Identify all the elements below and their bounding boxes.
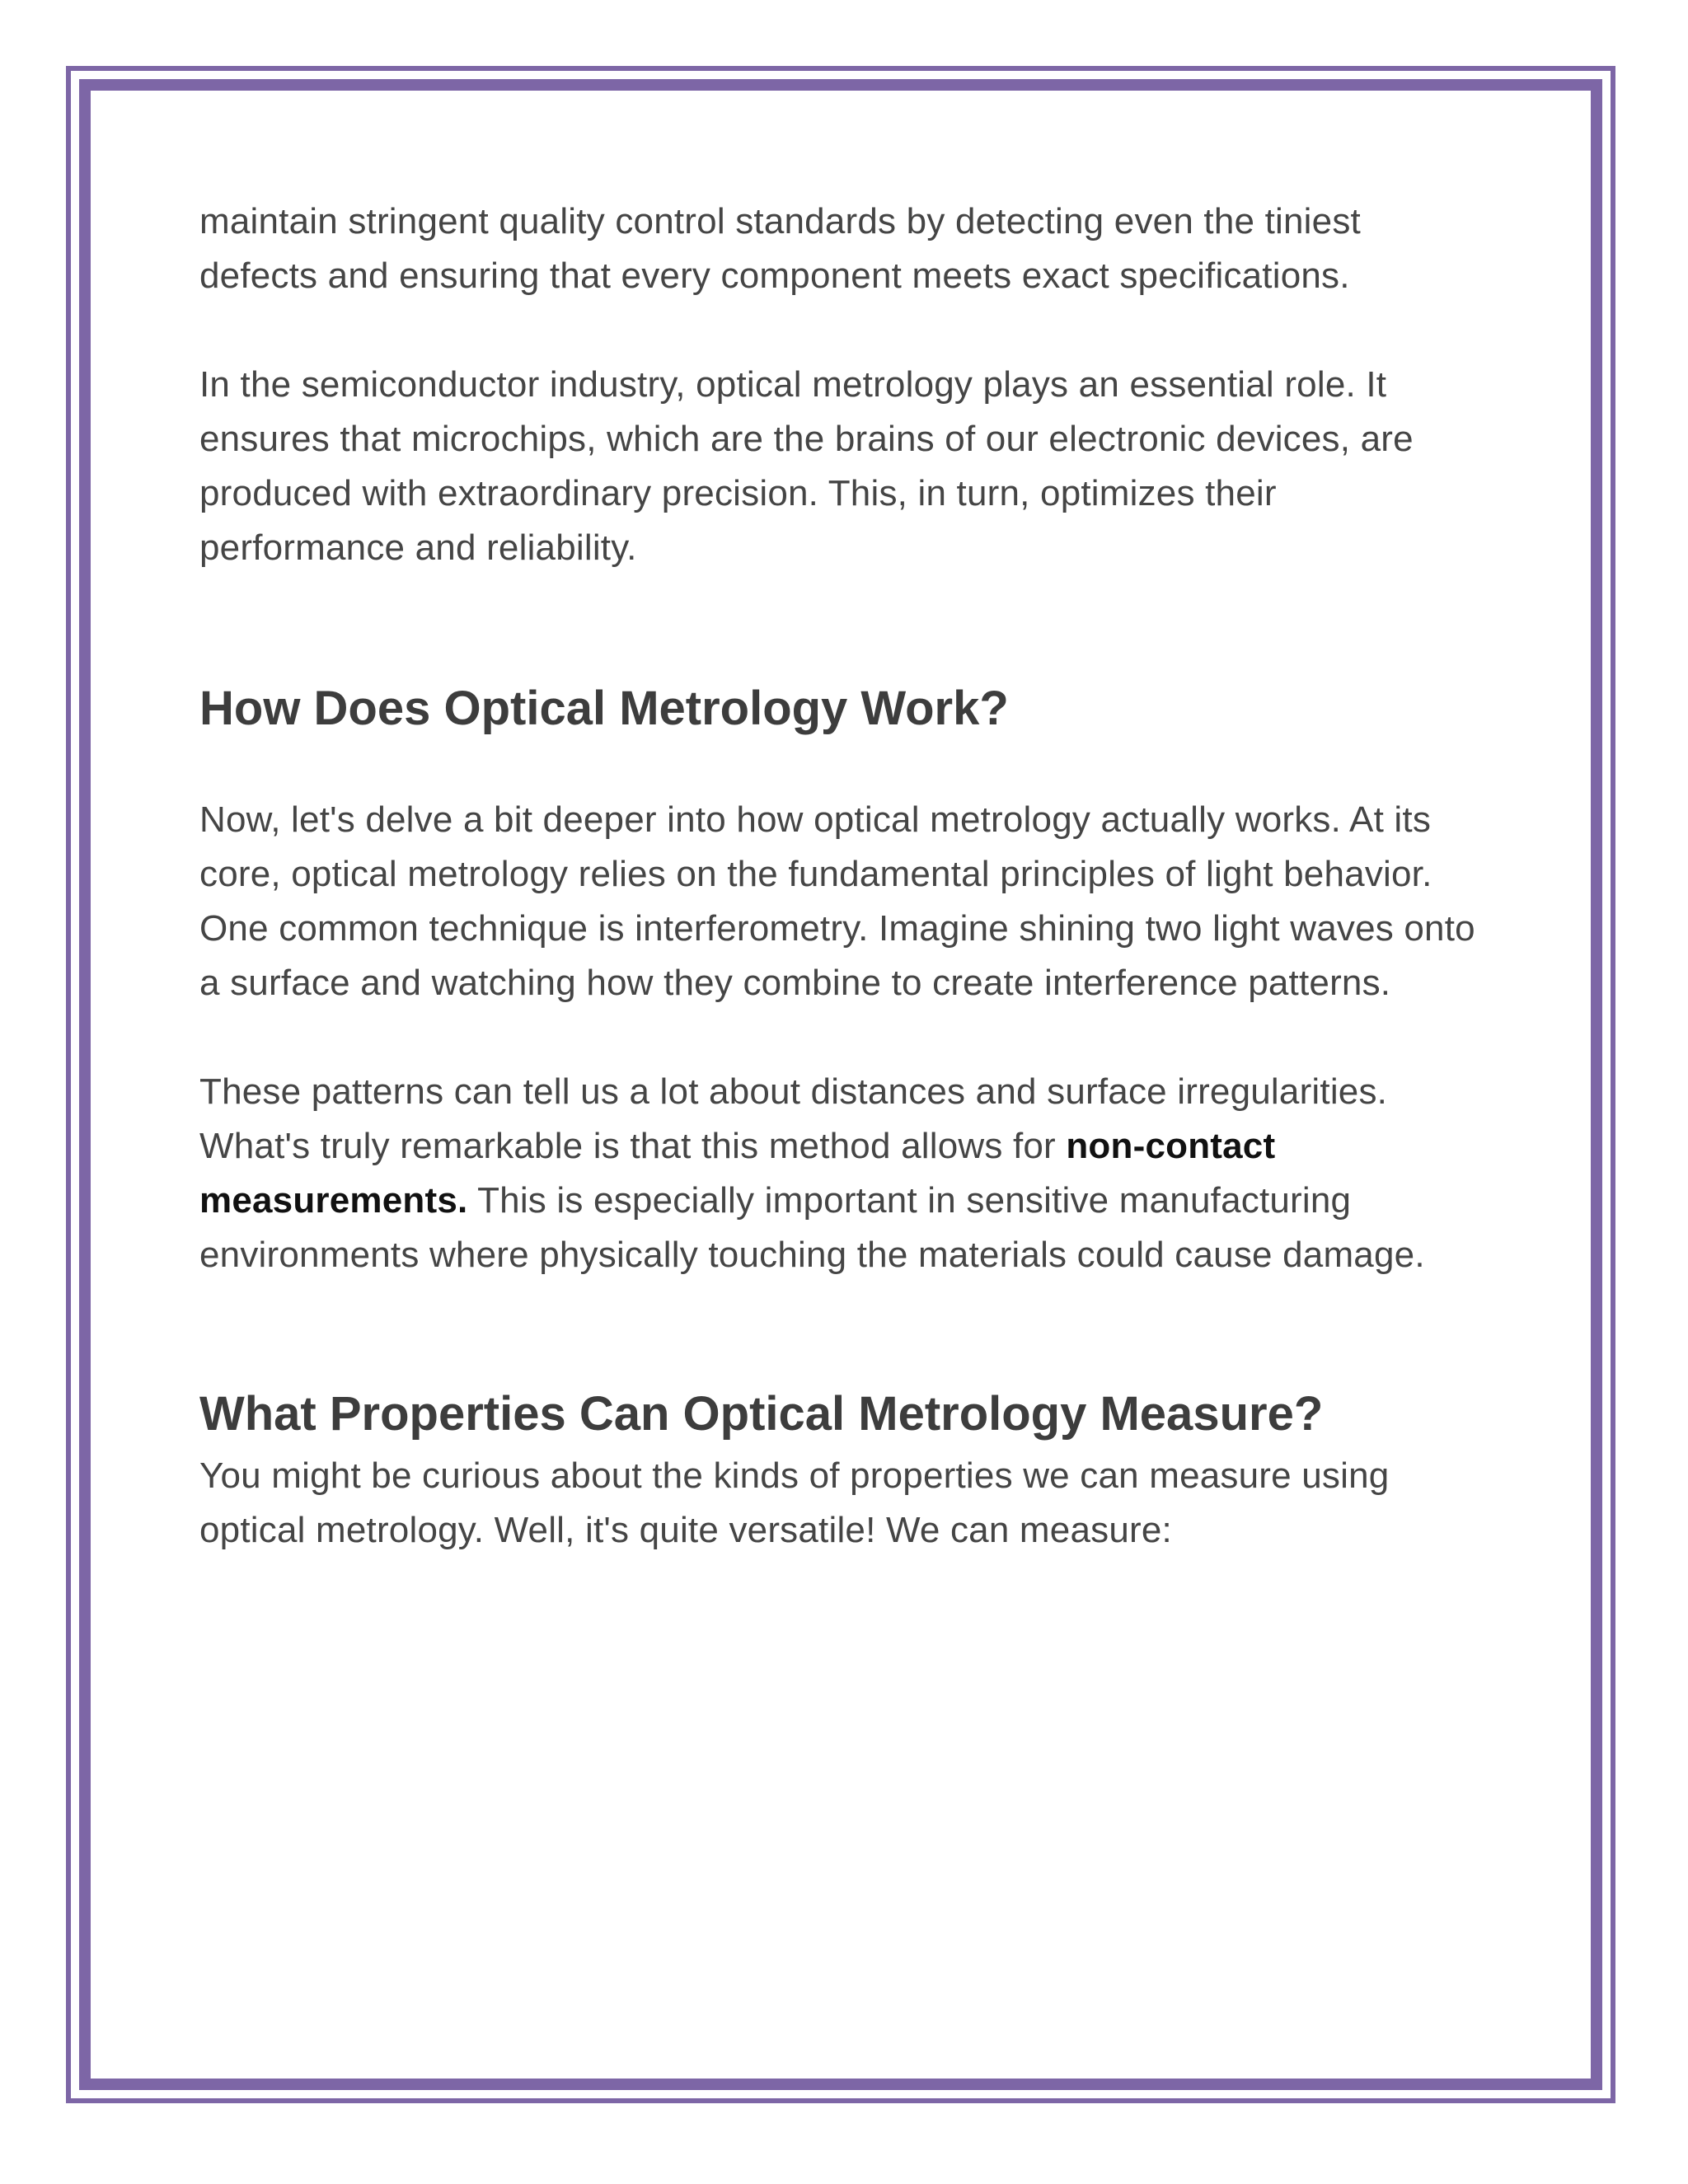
paragraph-properties-intro: You might be curious about the kinds of properties we can measure using optical metrology. Well, it's quite versatile! We can measure: (199, 1455, 1390, 1550)
paragraph-non-contact (199, 1065, 1485, 1282)
heading-how-it-works: How Does Optical Metrology Work? (199, 682, 1009, 735)
heading-properties: What Properties Can Optical Metrology Measure? (199, 1387, 1324, 1441)
document-body (199, 194, 1485, 1558)
paragraph-non-contact-end: This is especially important in sensitive manufacturing environments where physically touching the materials could cause damage. (199, 1180, 1425, 1275)
paragraph-interferometry: Now, let's delve a bit deeper into how optical metrology actually works. At its core, optical metrology relies on the fundamental principles of light behavior. One common technique is interferometry. Imagine shining two light waves onto a surface and watching how they combine to create interference patterns. (199, 799, 1475, 1003)
bold-non-contact-measurements: non-contact measurements. (199, 1126, 1276, 1221)
paragraph-semiconductor: In the semiconductor industry, optical metrology plays an essential role. It ensures that microchips, which are the brains of our electronic devices, are produced with extraordinary precision. This, in turn, optimizes their performance and reliability. (199, 364, 1414, 568)
paragraph-quality-control: maintain stringent quality control standards by detecting even the tiniest defects and ensuring that every component meets exact specifications. (199, 201, 1361, 296)
paragraph-non-contact-start: These patterns can tell us a lot about distances and surface irregularities. What's truly remarkable is that this method allows for (199, 1071, 1388, 1166)
